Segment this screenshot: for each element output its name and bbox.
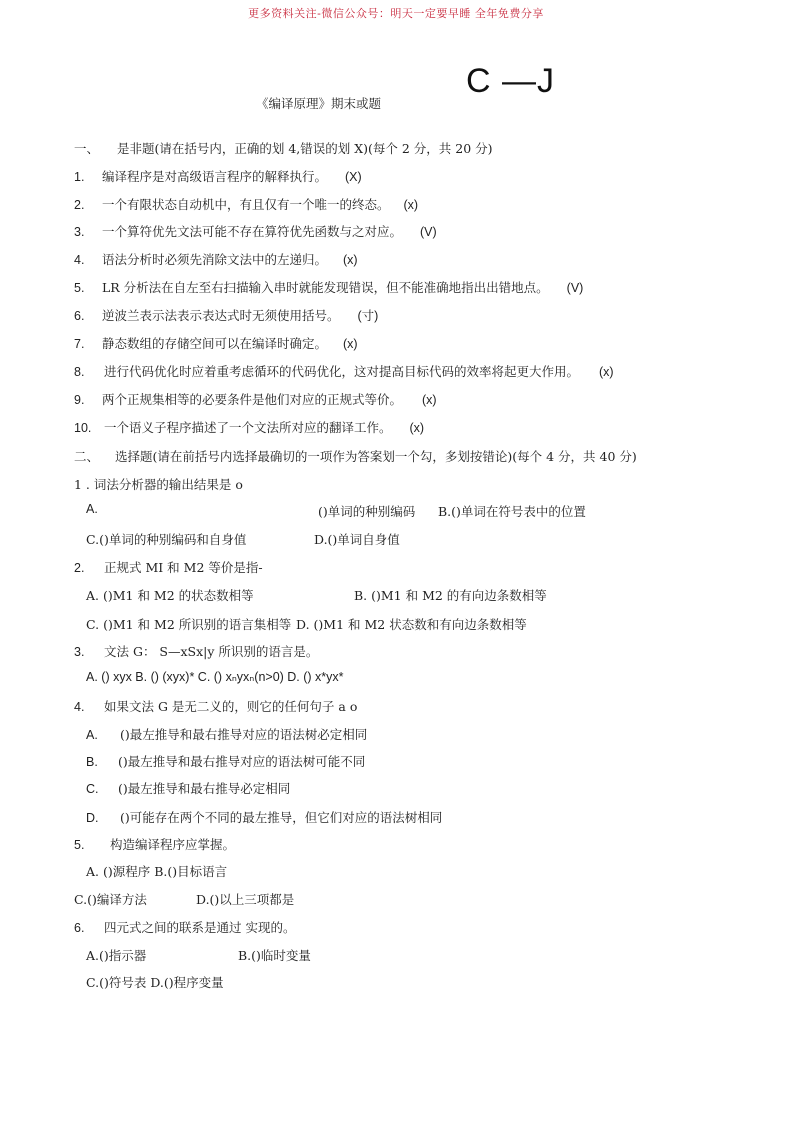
mc-q1-stem: 1 . 词法分析器的输出结果是 o: [74, 477, 243, 492]
mc-q2-option-a: A. ()M1 和 M2 的状态数相等: [86, 588, 254, 603]
option-label: D.: [86, 811, 99, 825]
item-number: 4.: [74, 253, 85, 267]
mc-q1-option-b: B.()单词在符号表中的位置: [438, 504, 586, 519]
mc-q4-option-a: [86, 725, 367, 743]
tf-item-6: [74, 306, 378, 324]
question-text: 文法 G： S—xSx|y 所识别的语言是。: [103, 644, 319, 659]
option-text: ()最左推导和最右推导对应的语法树可能不同: [117, 754, 366, 769]
item-text: 一个语义子程序描述了一个文法所对应的翻译工作。: [103, 420, 392, 435]
item-text: 编译程序是对高级语言程序的解释执行。: [101, 169, 327, 184]
option-text: ()最左推导和最右推导必定相同: [117, 781, 291, 796]
mc-q4-stem: [74, 697, 357, 715]
mc-q5-option-d: D.()以上三项都是: [196, 892, 295, 907]
promo-banner: 更多资料关注-微信公众号：明天一定要早睡 全年免费分享: [248, 7, 544, 20]
option-label: B.: [86, 755, 98, 769]
item-text: 进行代码优化时应着重考虑循环的代码优化，这对提高目标代码的效率将起更大作用。: [103, 364, 579, 379]
item-text: 语法分析时必须先消除文法中的左递归。: [101, 252, 327, 267]
mc-q5-stem: [74, 835, 235, 853]
mc-q2-option-d: D. ()M1 和 M2 状态数和有向边条数相等: [296, 617, 527, 632]
question-number: 6.: [74, 921, 85, 935]
mc-q4-option-c: [86, 779, 290, 797]
question-number: 5.: [74, 838, 85, 852]
mc-q2-stem: [74, 558, 263, 576]
item-number: 8.: [74, 365, 85, 379]
mc-q1-option-c: C.()单词的种别编码和自身值: [86, 532, 247, 547]
section1-heading-text: 是非题(请在括号内，正确的划 4,错误的划 X)(每个 2 分，共 20 分): [117, 141, 493, 156]
question-number: 3.: [74, 645, 85, 659]
section1-heading-num: 一、: [74, 141, 100, 156]
question-text: 四元式之间的联系是通过 实现的。: [103, 920, 296, 935]
item-text: 两个正规集相等的必要条件是他们对应的正规式等价。: [101, 392, 402, 407]
option-label: C.: [86, 782, 99, 796]
section1-heading: [74, 139, 493, 157]
item-number: 1.: [74, 170, 85, 184]
question-number: 2.: [74, 561, 85, 575]
item-answer: (x): [342, 253, 358, 267]
item-text: 一个算符优先文法可能不存在算符优先函数与之对应。: [101, 224, 402, 239]
item-number: 6.: [74, 309, 85, 323]
item-answer: (V): [566, 281, 584, 295]
item-answer: (x): [409, 421, 425, 435]
item-text: LR 分析法在自左至右扫描输入串时就能发现错误，但不能准确地指出出错地点。: [101, 280, 549, 295]
question-text: 正规式 MI 和 M2 等价是指-: [103, 560, 263, 575]
mc-q4-option-d: [86, 808, 442, 826]
tf-item-7: [74, 334, 358, 352]
question-text: 如果文法 G 是无二义的，则它的任何句子 a o: [103, 699, 358, 714]
item-number: 3.: [74, 225, 85, 239]
item-answer: (x): [403, 198, 419, 212]
header-mark: C —J: [466, 62, 555, 100]
tf-item-10: [74, 418, 424, 436]
tf-item-2: [74, 195, 418, 213]
option-text: ()最左推导和最右推导对应的语法树必定相同: [119, 727, 368, 742]
tf-item-9: [74, 390, 437, 408]
mc-q1-option-a: ()单词的种别编码: [318, 504, 416, 519]
item-number: 7.: [74, 337, 85, 351]
mc-q2-option-b: B. ()M1 和 M2 的有向边条数相等: [354, 588, 547, 603]
item-number: 10.: [74, 421, 92, 435]
mc-q1-option-a-label: A.: [86, 502, 98, 516]
item-number: 2.: [74, 198, 85, 212]
item-number: 5.: [74, 281, 85, 295]
tf-item-5: [74, 278, 583, 296]
item-answer: (V): [419, 225, 437, 239]
tf-item-8: [74, 362, 614, 380]
item-answer: (X): [344, 170, 362, 184]
item-text: 一个有限状态自动机中，有且仅有一个唯一的终态。: [101, 197, 390, 212]
mc-q6-stem: [74, 918, 295, 936]
option-text: ()可能存在两个不同的最左推导，但它们对应的语法树相同: [119, 810, 443, 825]
item-answer: (寸): [357, 309, 379, 323]
tf-item-1: [74, 167, 362, 185]
mc-q5-option-ab: A. ()源程序 B.()目标语言: [86, 864, 228, 879]
section2-heading-num: 二、: [74, 449, 100, 464]
item-text: 静态数组的存储空间可以在编译时确定。: [101, 336, 327, 351]
item-answer: (x): [598, 365, 614, 379]
mc-q4-option-b: [86, 752, 365, 770]
mc-q3-options: A. () xyx B. () (xyx)* C. () xₙyxₙ(n>0) D. () x*yx*: [86, 670, 344, 684]
item-answer: (x): [342, 337, 358, 351]
document-title: 《编译原理》期末或题: [256, 96, 382, 111]
mc-q6-option-cd: C.()符号表 D.()程序变量: [86, 975, 224, 990]
mc-q1-option-d: D.()单词自身值: [314, 532, 400, 547]
mc-q3-stem: [74, 642, 318, 660]
item-answer: (x): [421, 393, 437, 407]
tf-item-4: [74, 250, 358, 268]
section2-heading: [74, 447, 637, 465]
tf-item-3: [74, 222, 437, 240]
option-label: A.: [86, 728, 98, 742]
mc-q6-option-a: A.()指示器: [86, 948, 147, 963]
question-text: 构造编译程序应掌握。: [109, 837, 235, 852]
question-number: 4.: [74, 700, 85, 714]
mc-q6-option-b: B.()临时变量: [238, 948, 311, 963]
section2-heading-text: 选择题(请在前括号内选择最确切的一项作为答案划一个勾，多划按错论)(每个 4 分，共 40 分): [115, 449, 637, 464]
item-number: 9.: [74, 393, 85, 407]
mc-q2-option-c: C. ()M1 和 M2 所识别的语言集相等: [86, 617, 292, 632]
mc-q5-option-c: C.()编译方法: [74, 892, 147, 907]
item-text: 逆波兰表示法表示表达式时无须使用括号。: [101, 308, 340, 323]
